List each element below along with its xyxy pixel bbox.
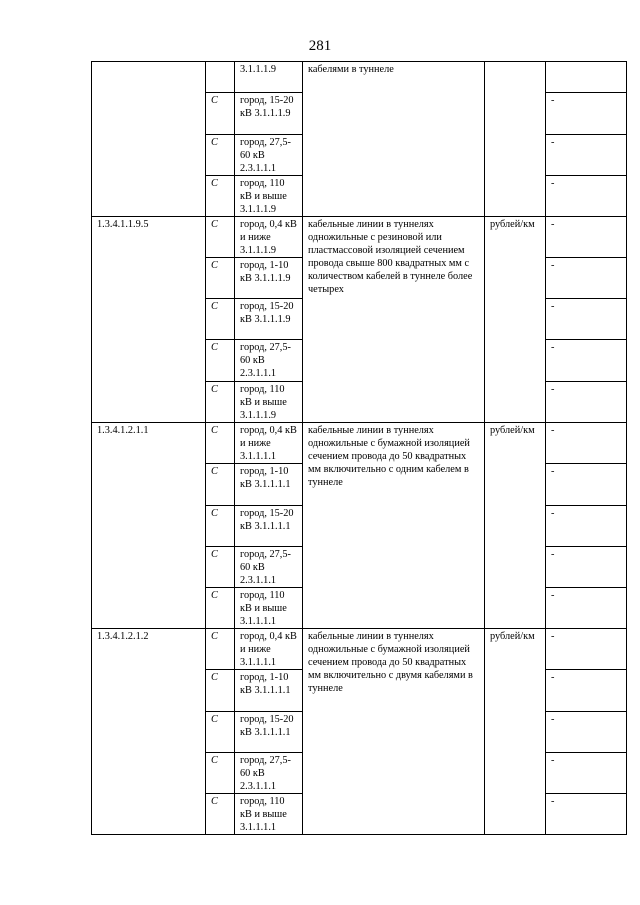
table-row [92, 423, 627, 464]
value-cell: - [546, 712, 627, 753]
value-cell: - [546, 423, 627, 464]
value-cell: - [546, 464, 627, 506]
voltage-class-cell: 3.1.1.1.9 [235, 62, 303, 93]
voltage-class-cell: город, 27,5-60 кВ 2.3.1.1.1 [235, 135, 303, 176]
voltage-class-cell: город, 27,5-60 кВ 2.3.1.1.1 [235, 340, 303, 382]
flag-cell: C [206, 794, 235, 835]
value-cell: - [546, 629, 627, 670]
flag-cell [206, 62, 235, 93]
value-cell: - [546, 93, 627, 135]
voltage-class-cell: город, 1-10 кВ 3.1.1.1.1 [235, 464, 303, 506]
value-cell: - [546, 588, 627, 629]
description-cell: кабелями в туннеле [303, 62, 485, 217]
voltage-class-cell: город, 110 кВ и выше 3.1.1.1.9 [235, 382, 303, 423]
flag-cell: C [206, 670, 235, 712]
value-cell: - [546, 176, 627, 217]
unit-cell: рублей/км [485, 217, 546, 423]
flag-cell: C [206, 588, 235, 629]
voltage-class-cell: город, 0,4 кВ и ниже 3.1.1.1.1 [235, 629, 303, 670]
description-cell: кабельные линии в туннелях одножильные с бумажной изоляцией сечением провода до 50 квадратных мм включительно с двумя кабелями в туннеле [303, 629, 485, 835]
value-cell: - [546, 547, 627, 588]
voltage-class-cell: город, 110 кВ и выше 3.1.1.1.1 [235, 794, 303, 835]
flag-cell: C [206, 382, 235, 423]
flag-cell: C [206, 464, 235, 506]
flag-cell: C [206, 547, 235, 588]
voltage-class-cell: город, 27,5-60 кВ 2.3.1.1.1 [235, 753, 303, 794]
value-cell: - [546, 299, 627, 340]
flag-cell: C [206, 217, 235, 258]
voltage-class-cell: город, 15-20 кВ 3.1.1.1.9 [235, 299, 303, 340]
voltage-class-cell: город, 0,4 кВ и ниже 3.1.1.1.1 [235, 423, 303, 464]
voltage-class-cell: город, 1-10 кВ 3.1.1.1.9 [235, 258, 303, 299]
value-cell: - [546, 382, 627, 423]
voltage-class-cell: город, 15-20 кВ 3.1.1.1.1 [235, 506, 303, 547]
unit-cell: рублей/км [485, 423, 546, 629]
flag-cell: C [206, 506, 235, 547]
item-code-cell: 1.3.4.1.2.1.2 [92, 629, 206, 835]
unit-cell [485, 62, 546, 217]
description-cell: кабельные линии в туннелях одножильные с бумажной изоляцией сечением провода до 50 квадратных мм включительно с одним кабелем в туннеле [303, 423, 485, 629]
item-code-cell: 1.3.4.1.2.1.1 [92, 423, 206, 629]
voltage-class-cell: город, 110 кВ и выше 3.1.1.1.1 [235, 588, 303, 629]
voltage-class-cell: город, 27,5-60 кВ 2.3.1.1.1 [235, 547, 303, 588]
value-cell: - [546, 753, 627, 794]
table-row [92, 629, 627, 670]
flag-cell: C [206, 135, 235, 176]
value-cell: - [546, 340, 627, 382]
voltage-class-cell: город, 15-20 кВ 3.1.1.1.1 [235, 712, 303, 753]
value-cell: - [546, 135, 627, 176]
flag-cell: C [206, 176, 235, 217]
voltage-class-cell: город, 110 кВ и выше 3.1.1.1.9 [235, 176, 303, 217]
flag-cell: C [206, 299, 235, 340]
flag-cell: C [206, 258, 235, 299]
page-number: 281 [308, 38, 332, 54]
table-body [92, 62, 627, 835]
value-cell: - [546, 258, 627, 299]
value-cell: - [546, 217, 627, 258]
voltage-class-cell: город, 1-10 кВ 3.1.1.1.1 [235, 670, 303, 712]
value-cell: - [546, 794, 627, 835]
voltage-class-cell: город, 0,4 кВ и ниже 3.1.1.1.9 [235, 217, 303, 258]
item-code-cell: 1.3.4.1.1.9.5 [92, 217, 206, 423]
value-cell: - [546, 670, 627, 712]
unit-cell: рублей/км [485, 629, 546, 835]
value-cell [546, 62, 627, 93]
item-code-cell [92, 62, 206, 217]
flag-cell: C [206, 753, 235, 794]
table-row [92, 217, 627, 258]
flag-cell: C [206, 423, 235, 464]
description-cell: кабельные линии в туннелях одножильные с резиновой или пластмассовой изоляцией сечением провода свыше 800 квадратных мм с количеством кабелей в туннеле более четырех [303, 217, 485, 423]
table-row [92, 62, 627, 93]
voltage-class-cell: город, 15-20 кВ 3.1.1.1.9 [235, 93, 303, 135]
tariff-table [91, 61, 627, 835]
flag-cell: C [206, 340, 235, 382]
flag-cell: C [206, 93, 235, 135]
value-cell: - [546, 506, 627, 547]
flag-cell: C [206, 712, 235, 753]
flag-cell: C [206, 629, 235, 670]
